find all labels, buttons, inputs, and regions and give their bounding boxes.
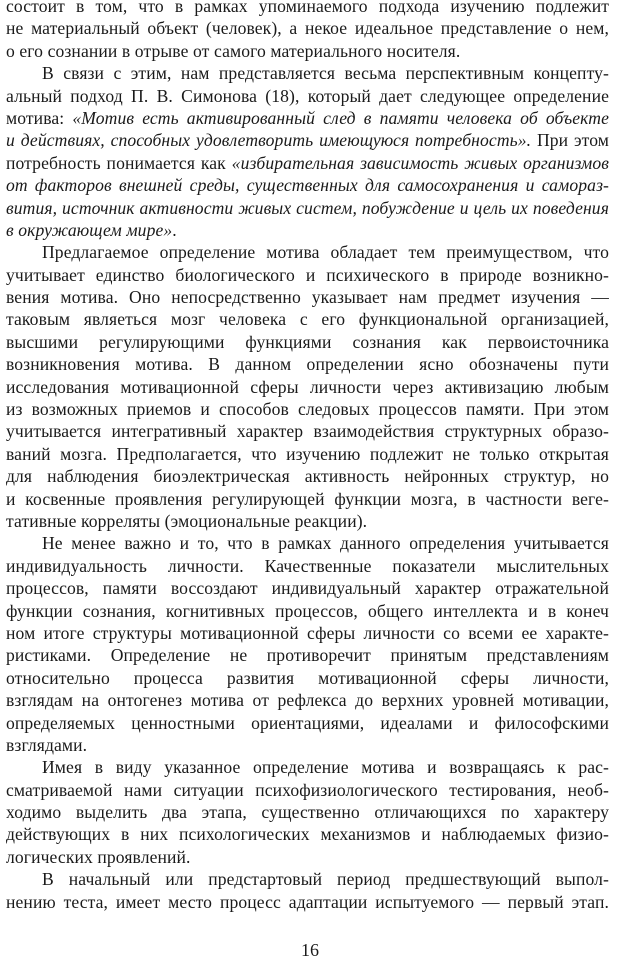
text-segment: взглядам на онтогенез мотива от рефлекса до верхних уровней мотивации, <box>6 690 609 711</box>
text-line <box>6 465 609 487</box>
text-segment: Имея в виду указанное определение мотива и возвращаясь к рас- <box>42 757 609 778</box>
text-line <box>6 868 609 890</box>
text-line <box>6 712 609 734</box>
text-segment: относительно процесса развития мотивационной сферы личности, <box>6 667 609 688</box>
text-line <box>6 532 609 554</box>
text-segment: В начальный или предстартовый период предшествующий выпол- <box>42 869 609 890</box>
text-segment: нению теста, имеет место процесс адаптации испытуемого — первый этап. <box>6 891 609 912</box>
text-segment: действующих в них психологических механизмов и наблюдаемых физио- <box>6 824 609 845</box>
text-segment: для наблюдения биоэлектрическая активность нейронных структур, но <box>6 466 609 487</box>
text-line <box>6 891 609 913</box>
text-segment: учитывается интегративный характер взаимодействия структурных образо- <box>6 421 609 442</box>
text-line <box>6 689 609 711</box>
text-segment: вения мотива. Оно непосредственно указывает нам предмет изучения — <box>6 287 609 308</box>
text-segment: ном итоге структуры мотивационной сферы личности со всеми ее характе- <box>6 622 609 643</box>
text-line <box>6 667 609 689</box>
text-line <box>6 331 609 353</box>
text-line <box>6 174 609 196</box>
text-line <box>6 353 609 375</box>
italic-quote: от факторов внешней среды, существенных для самосохранения и самораз- <box>6 175 609 196</box>
text-line <box>6 846 609 868</box>
text-line <box>6 107 609 129</box>
text-line <box>6 555 609 577</box>
text-line <box>6 801 609 823</box>
text-line <box>6 308 609 330</box>
text-segment: исследования мотивационной сферы личности через активизацию любым <box>6 376 609 397</box>
text-line <box>6 488 609 510</box>
page-number: 16 <box>301 940 319 960</box>
italic-quote: «избирательная зависимость живых организмов <box>231 152 609 173</box>
text-segment: взглядами. <box>6 734 88 755</box>
text-line <box>6 40 609 62</box>
text-line <box>6 600 609 622</box>
text-segment: Предлагаемое определение мотива обладает тем преимуществом, что <box>42 242 609 263</box>
italic-quote: «Мотив есть активированный след в памяти человека об объекте <box>72 107 609 128</box>
text-line <box>6 644 609 666</box>
text-line <box>6 823 609 845</box>
text-segment: учитывает единство биологического и психического в природе возникно- <box>6 264 609 285</box>
text-segment: о его сознании в отрыве от самого материального носителя. <box>6 40 461 61</box>
text-line <box>6 756 609 778</box>
text-segment: ваний мозга. Предполагается, что изучению подлежит не только открытая <box>6 443 609 464</box>
text-segment: сматриваемой нами ситуации психофизиологического тестирования, необ- <box>6 779 609 800</box>
text-line <box>6 264 609 286</box>
document-page <box>6 0 609 913</box>
text-segment: состоит в том, что в рамках упоминаемого подхода изучению подлежит <box>6 0 609 16</box>
text-line <box>6 85 609 107</box>
text-segment: мотива: <box>6 107 73 128</box>
text-line <box>6 420 609 442</box>
text-line <box>6 62 609 84</box>
text-line <box>6 376 609 398</box>
text-segment: и косвенные проявления регулирующей функции мозга, в частности веге- <box>6 488 609 509</box>
text-line <box>6 734 609 756</box>
text-line <box>6 0 609 17</box>
italic-quote: вития, источник активности живых систем, побуждение и цель их поведения <box>6 197 609 218</box>
text-line <box>6 17 609 39</box>
text-line <box>6 779 609 801</box>
text-segment: . <box>172 219 177 240</box>
text-segment: Не менее важно и то, что в рамках данного определения учитывается <box>42 533 609 554</box>
text-line <box>6 577 609 599</box>
text-segment: из возможных приемов и способов следовых процессов памяти. При этом <box>6 399 609 420</box>
text-segment: логических проявлений. <box>6 846 191 867</box>
text-segment: потребность понимается как <box>6 152 232 173</box>
text-segment: индивидуальность личности. Качественные показатели мыслительных <box>6 555 609 576</box>
text-line <box>6 510 609 532</box>
text-line <box>6 286 609 308</box>
text-segment: альный подход П. В. Симонова (18), который дает следующее определение <box>6 85 609 106</box>
text-segment: высшими регулирующими функциями сознания как первоисточника <box>6 331 609 352</box>
text-segment: тативные корреляты (эмоциональные реакции). <box>6 510 368 531</box>
text-segment: При этом <box>531 130 609 151</box>
text-line <box>6 219 609 241</box>
text-segment: не материальный объект (человек), а некое идеальное представление о нем, <box>6 18 609 39</box>
text-line <box>6 241 609 263</box>
text-segment: функции сознания, когнитивных процессов, общего интеллекта и в конеч <box>6 600 609 621</box>
italic-quote: и действиях, способных удовлетворить имеющуюся потребность». <box>6 130 532 151</box>
text-line <box>6 398 609 420</box>
text-segment: ходимо выделить два этапа, существенно отличающихся по характеру <box>6 802 609 823</box>
text-segment: возникновения мотива. В данном определении ясно обозначены пути <box>6 354 609 375</box>
text-segment: определяемых ценностными ориентациями, идеалами и философскими <box>6 712 609 733</box>
text-line <box>6 443 609 465</box>
text-line <box>6 197 609 219</box>
italic-quote: в окружающем мире» <box>6 219 173 240</box>
text-segment: В связи с этим, нам представляется весьма перспективным концепту- <box>42 63 609 84</box>
text-segment: процессов, памяти воссоздают индивидуальный характер отражательной <box>6 578 609 599</box>
text-line <box>6 129 609 151</box>
text-line <box>6 622 609 644</box>
text-line <box>6 152 609 174</box>
text-segment: ристиками. Определение не противоречит принятым представлениям <box>6 645 609 666</box>
text-segment: таковым являеться мозг человека с его функциональной организацией, <box>6 309 609 330</box>
